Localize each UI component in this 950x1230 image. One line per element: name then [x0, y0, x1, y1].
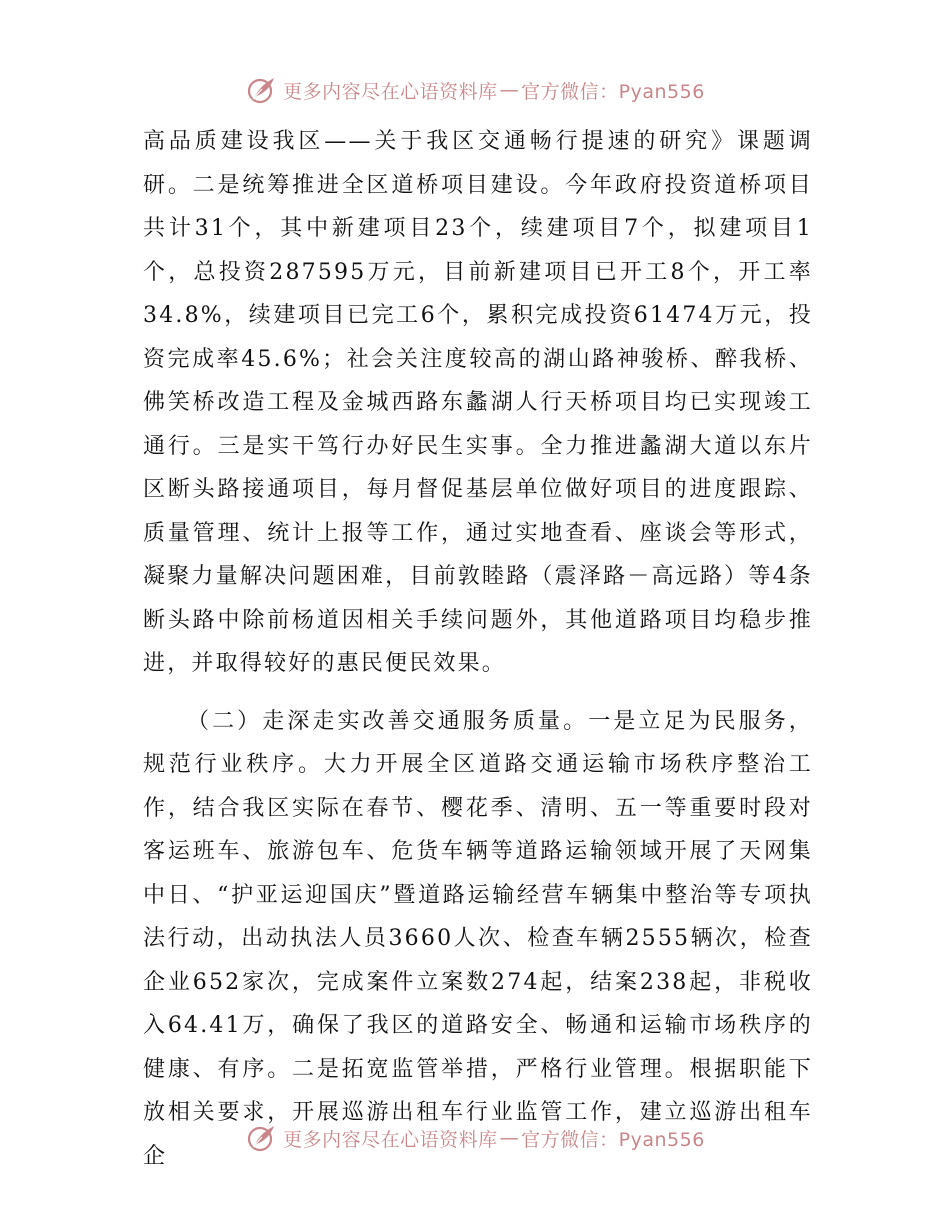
page-footer-banner: [0, 1118, 950, 1158]
header-banner-separator: —: [499, 79, 520, 101]
page-header-banner: [0, 70, 950, 110]
document-body: [143, 120, 813, 1178]
footer-banner-separator: —: [499, 1127, 520, 1149]
body-paragraph-2: （二）走深走实改善交通服务质量。一是立足为民服务，规范行业秩序。大力开展全区道路交通运输市场秩序整治工作，结合我区实际在春节、樱花季、清明、五一等重要时段对客运班车、旅游包车、危货车辆等道路运输领域开展了天网集中日、“护亚运迎国庆”暨道路运输经营车辆集中整治等专项执法行动，出动执法人员3660人次、检查车辆2555辆次，检查企业652家次，完成案件立案数274起，结案238起，非税收入64.41万，确保了我区的道路安全、畅通和运输市场秩序的健康、有序。二是拓宽监管举措，严格行业管理。根据职能下放相关要求，开展巡游出租车行业监管工作，建立巡游出租车企: [143, 708, 813, 1169]
feather-pen-logo-icon: [245, 1122, 277, 1154]
body-paragraph-1: 高品质建设我区——关于我区交通畅行提速的研究》课题调研。二是统筹推进全区道桥项目建设。今年政府投资道桥项目共计31个，其中新建项目23个，续建项目7个，拟建项目1个，总投资287595万元，目前新建项目已开工8个，开工率34.8%，续建项目已完工6个，累积完成投资61474万元，投资完成率45.6%；社会关注度较高的湖山路神骏桥、醉我桥、佛笑桥改造工程及金城西路东蠡湖人行天桥项目均已实现竣工通行。三是实干笃行办好民生实事。全力推进蠡湖大道以东片区断头路接通项目，每月督促基层单位做好项目的进度跟踪、质量管理、统计上报等工作，通过实地查看、座谈会等形式，凝聚力量解决问题困难，目前敦睦路（震泽路－高远路）等4条断头路中除前杨道因相关手续问题外，其他道路项目均稳步推进，并取得较好的惠民便民效果。: [143, 129, 813, 676]
header-contact-text: 官方微信：Pyan556: [521, 80, 705, 103]
footer-contact-text: 官方微信：Pyan556: [521, 1128, 705, 1151]
feather-pen-logo-icon: [245, 74, 277, 106]
header-banner-text: 更多内容尽在心语资料库: [283, 80, 498, 103]
footer-banner-text: 更多内容尽在心语资料库: [283, 1128, 498, 1151]
